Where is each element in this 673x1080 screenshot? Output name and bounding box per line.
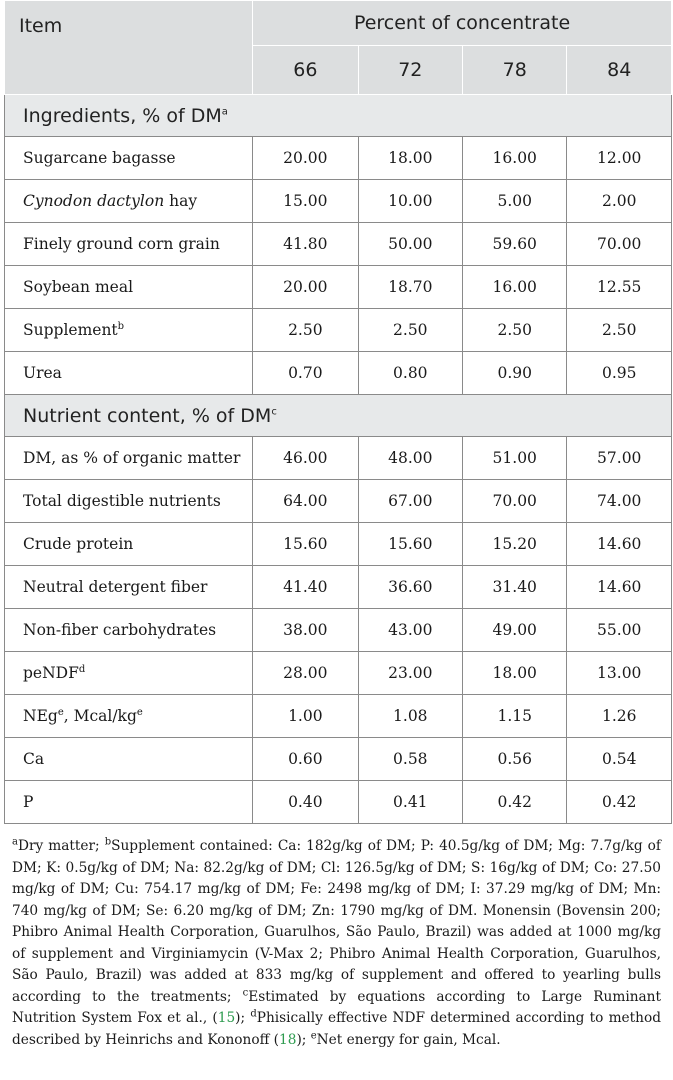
table-cell: 2.00 xyxy=(567,180,672,223)
table-cell: 0.90 xyxy=(463,352,567,395)
table-cell: 0.58 xyxy=(358,738,462,781)
table-row xyxy=(5,738,672,781)
table-cell: 0.70 xyxy=(253,352,358,395)
table-cell: 20.00 xyxy=(253,137,358,180)
section-ingredients xyxy=(5,95,672,137)
header-percent-of-concentrate: Percent of concentrate xyxy=(253,1,672,46)
table-cell: 59.60 xyxy=(463,223,567,266)
table-cell: 1.15 xyxy=(463,695,567,738)
table-cell: 0.41 xyxy=(358,781,462,824)
table-cell: 31.40 xyxy=(463,566,567,609)
table-cell: 18.00 xyxy=(358,137,462,180)
table-cell: 2.50 xyxy=(253,309,358,352)
table-row xyxy=(5,352,672,395)
row-label: Neutral detergent fiber xyxy=(5,566,253,609)
table-cell: 0.42 xyxy=(567,781,672,824)
table-cell: 70.00 xyxy=(567,223,672,266)
table-cell: 50.00 xyxy=(358,223,462,266)
diet-composition-table xyxy=(4,0,672,824)
table-row xyxy=(5,180,672,223)
table-row xyxy=(5,609,672,652)
table-cell: 41.80 xyxy=(253,223,358,266)
table-row xyxy=(5,695,672,738)
table-cell: 12.00 xyxy=(567,137,672,180)
table-cell: 0.40 xyxy=(253,781,358,824)
row-label: Sugarcane bagasse xyxy=(5,137,253,180)
table-row xyxy=(5,480,672,523)
header-col-72: 72 xyxy=(358,46,462,95)
table-cell: 14.60 xyxy=(567,566,672,609)
table-cell: 41.40 xyxy=(253,566,358,609)
section-title: Nutrient content, % of $DM^c$ xyxy=(5,395,672,437)
table-row xyxy=(5,437,672,480)
table-row xyxy=(5,266,672,309)
header-col-78: 78 xyxy=(463,46,567,95)
row-label: Urea xyxy=(5,352,253,395)
table-cell: 74.00 xyxy=(567,480,672,523)
table-row xyxy=(5,566,672,609)
table-cell: 5.00 xyxy=(463,180,567,223)
header-col-66: 66 xyxy=(253,46,358,95)
table-cell: 16.00 xyxy=(463,137,567,180)
table-cell: 70.00 xyxy=(463,480,567,523)
table-cell: 15.00 xyxy=(253,180,358,223)
table-cell: 15.20 xyxy=(463,523,567,566)
table-row xyxy=(5,652,672,695)
table-cell: 51.00 xyxy=(463,437,567,480)
row-label: peNDF$^d$ xyxy=(5,652,253,695)
row-label: Non-fiber carbohydrates xyxy=(5,609,253,652)
table-cell: 12.55 xyxy=(567,266,672,309)
table-row xyxy=(5,309,672,352)
row-label: Soybean meal xyxy=(5,266,253,309)
table-cell: 49.00 xyxy=(463,609,567,652)
header-item: Item xyxy=(5,1,253,95)
table-cell: 0.60 xyxy=(253,738,358,781)
table-cell: 15.60 xyxy=(253,523,358,566)
table-cell: 2.50 xyxy=(358,309,462,352)
table-cell: 38.00 xyxy=(253,609,358,652)
table-header xyxy=(5,1,672,95)
table-cell: 0.42 xyxy=(463,781,567,824)
table-cell: 2.50 xyxy=(463,309,567,352)
table-cell: 48.00 xyxy=(358,437,462,480)
row-label: NEg$^e$, Mcal/$kg^e$ xyxy=(5,695,253,738)
table-cell: 67.00 xyxy=(358,480,462,523)
section-title: Ingredients, % of $DM^a$ xyxy=(5,95,672,137)
table-cell: 1.08 xyxy=(358,695,462,738)
table-row xyxy=(5,781,672,824)
table-cell: 13.00 xyxy=(567,652,672,695)
header-col-84: 84 xyxy=(567,46,672,95)
reference-link-18[interactable]: 18 xyxy=(279,1031,297,1048)
table-row xyxy=(5,223,672,266)
table-row xyxy=(5,523,672,566)
row-label: Supplement$^b$ xyxy=(5,309,253,352)
row-label: Finely ground corn grain xyxy=(5,223,253,266)
row-label: Cynodon dactylon hay xyxy=(5,180,253,223)
table-cell: 46.00 xyxy=(253,437,358,480)
table-cell: 64.00 xyxy=(253,480,358,523)
table-cell: 18.70 xyxy=(358,266,462,309)
row-label: DM, as % of organic matter xyxy=(5,437,253,480)
table-cell: 23.00 xyxy=(358,652,462,695)
table-cell: 18.00 xyxy=(463,652,567,695)
table-cell: 14.60 xyxy=(567,523,672,566)
table-cell: 0.54 xyxy=(567,738,672,781)
table-cell: 0.56 xyxy=(463,738,567,781)
table-cell: 2.50 xyxy=(567,309,672,352)
table-cell: 57.00 xyxy=(567,437,672,480)
table-cell: 55.00 xyxy=(567,609,672,652)
table-cell: 36.60 xyxy=(358,566,462,609)
table-cell: 0.80 xyxy=(358,352,462,395)
table-cell: 1.26 xyxy=(567,695,672,738)
row-label: Ca xyxy=(5,738,253,781)
reference-link-15[interactable]: 15 xyxy=(217,1010,236,1026)
table-cell: 10.00 xyxy=(358,180,462,223)
table-cell: 43.00 xyxy=(358,609,462,652)
row-label: Total digestible nutrients xyxy=(5,480,253,523)
table-cell: 20.00 xyxy=(253,266,358,309)
row-label: Crude protein xyxy=(5,523,253,566)
section-nutrients xyxy=(5,395,672,437)
table-footnote: $^a$Dry matter; $^b$Supplement contained: Ca: 182g/kg of DM; P: 40.5g/kg of DM; Mg: 7.7g/kg of DM; K: 0.5g/kg of DM; Na: 82.2g/kg of DM; Cl: 126.5g/kg of DM; S: 16g/kg of DM; Co: 27.50 mg/kg of DM; Cu: 754.17 mg/kg of DM; Fe: 2498 mg/kg of DM; I: 37.29 mg/kg of DM; Mn: 740 mg/kg of DM; Se: 6.20 mg/kg of DM; Zn: 1790 mg/kg of DM. Monensin (Bovensin 200; Phibro Animal Health Corporation, Guarulhos, São Paulo, Brazil) was added at 1000 mg/kg of supplement and Virginiamycin (V-Max 2; Phibro Animal Health Corporation, Guarulhos, São Paulo, Brazil) was added at 833 mg/kg of supplement and offered to yearling bulls according to the treatments; $^c$Estimated by equations according to Large Ruminant Nutrition System Fox et al., (15); $^d$Phisically effective NDF determined according to method described by Heinrichs and Kononoff (18); $^e$Net energy for gain, Mcal. xyxy=(12,836,661,1048)
row-label: P xyxy=(5,781,253,824)
table-cell: 0.95 xyxy=(567,352,672,395)
table-cell: 28.00 xyxy=(253,652,358,695)
table-row xyxy=(5,137,672,180)
table-cell: 1.00 xyxy=(253,695,358,738)
table-cell: 15.60 xyxy=(358,523,462,566)
table-cell: 16.00 xyxy=(463,266,567,309)
